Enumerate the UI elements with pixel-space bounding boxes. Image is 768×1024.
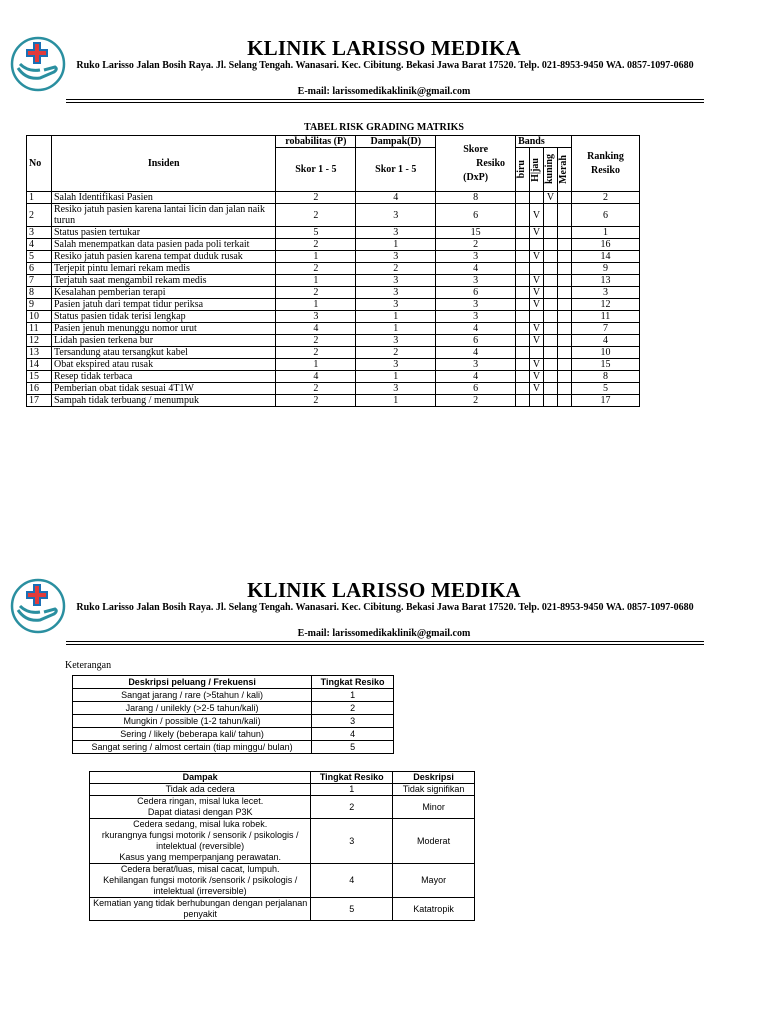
band-kuning-header: kuning [544, 148, 558, 192]
cell-band-2 [544, 323, 558, 335]
dampak-label: Katatropik [393, 898, 475, 921]
cell-no: 8 [27, 287, 52, 299]
dampak-desc: Cedera ringan, misal luka lecet. Dapat diatasi dengan P3K [90, 796, 311, 819]
ranking-resiko-label: Resiko [591, 164, 620, 176]
cell-rank: 3 [572, 287, 640, 299]
col-bands: Bands [516, 136, 572, 148]
cell-p: 2 [276, 347, 356, 359]
table-row [90, 819, 475, 864]
dampak-level: 4 [311, 864, 393, 898]
dampak-desc: Kematian yang tidak berhubungan dengan perjalanan penyakit [90, 898, 311, 921]
col-skor-d: Skor 1 - 5 [356, 148, 436, 192]
clinic-address: Ruko Larisso Jalan Bosih Raya. Jl. Selang Tengah. Wanasari. Kec. Cibitung. Bekasi Jawa Barat 17520. Telp. 021-8953-9450 WA. 0857-1097-0680 [76, 60, 694, 71]
cell-p: 4 [276, 323, 356, 335]
cell-insiden: Obat ekspired atau rusak [51, 359, 275, 371]
cell-no: 9 [27, 299, 52, 311]
cell-band-1 [530, 239, 544, 251]
cell-band-1: V [530, 323, 544, 335]
cell-d: 3 [356, 383, 436, 395]
cell-no: 1 [27, 192, 52, 204]
cell-no: 11 [27, 323, 52, 335]
cell-band-0 [516, 263, 530, 275]
cell-p: 2 [276, 383, 356, 395]
resiko-label: Resiko [476, 157, 506, 169]
cell-band-2 [544, 275, 558, 287]
cell-skor: 3 [436, 359, 516, 371]
dampak-level: 1 [311, 784, 393, 796]
cell-rank: 6 [572, 204, 640, 227]
cell-skor: 3 [436, 275, 516, 287]
cell-band-0 [516, 275, 530, 287]
cell-band-2 [544, 395, 558, 407]
cell-band-0 [516, 347, 530, 359]
table-row [73, 702, 394, 715]
letterhead-second [0, 578, 768, 678]
cell-skor: 6 [436, 204, 516, 227]
cell-band-0 [516, 359, 530, 371]
cell-band-3 [558, 227, 572, 239]
cell-d: 1 [356, 239, 436, 251]
cell-d: 1 [356, 371, 436, 383]
cell-band-1: V [530, 371, 544, 383]
cell-no: 2 [27, 204, 52, 227]
cell-p: 2 [276, 287, 356, 299]
cell-band-3 [558, 323, 572, 335]
cell-no: 3 [27, 227, 52, 239]
cell-band-0 [516, 383, 530, 395]
cell-skor: 4 [436, 347, 516, 359]
cell-band-3 [558, 287, 572, 299]
clinic-address: Ruko Larisso Jalan Bosih Raya. Jl. Selang Tengah. Wanasari. Kec. Cibitung. Bekasi Jawa Barat 17520. Telp. 021-8953-9450 WA. 0857-1097-0680 [76, 602, 694, 613]
cell-skor: 3 [436, 251, 516, 263]
cell-skor: 3 [436, 299, 516, 311]
dampak-label: Mayor [393, 864, 475, 898]
cell-band-3 [558, 335, 572, 347]
cell-skor: 4 [436, 263, 516, 275]
cell-band-2 [544, 251, 558, 263]
cell-band-3 [558, 192, 572, 204]
cell-d: 1 [356, 395, 436, 407]
table-row [27, 323, 640, 335]
cell-skor: 6 [436, 287, 516, 299]
keterangan-label: Keterangan [65, 660, 112, 671]
cell-insiden: Salah menempatkan data pasien pada poli terkait [51, 239, 275, 251]
cell-band-3 [558, 299, 572, 311]
cell-skor: 8 [436, 192, 516, 204]
cell-skor: 4 [436, 371, 516, 383]
cell-p: 2 [276, 263, 356, 275]
risk-table-title: TABEL RISK GRADING MATRIKS [304, 122, 464, 133]
cell-no: 13 [27, 347, 52, 359]
cell-rank: 17 [572, 395, 640, 407]
cell-band-3 [558, 239, 572, 251]
cell-skor: 15 [436, 227, 516, 239]
cell-skor: 6 [436, 335, 516, 347]
cell-skor: 2 [436, 395, 516, 407]
freq-level: 2 [312, 702, 394, 715]
cell-no: 16 [27, 383, 52, 395]
table-row [73, 741, 394, 754]
table-row [27, 347, 640, 359]
cell-insiden: Resep tidak terbaca [51, 371, 275, 383]
cell-rank: 2 [572, 192, 640, 204]
cell-band-3 [558, 263, 572, 275]
cell-band-3 [558, 251, 572, 263]
cell-no: 10 [27, 311, 52, 323]
cell-p: 2 [276, 204, 356, 227]
dampak-label: Tidak signifikan [393, 784, 475, 796]
letterhead-top [0, 36, 768, 136]
freq-desc: Sering / likely (beberapa kali/ tahun) [73, 728, 312, 741]
cell-band-1 [530, 347, 544, 359]
table-row [27, 335, 640, 347]
freq-desc: Sangat jarang / rare (>5tahun / kali) [73, 689, 312, 702]
cell-band-1: V [530, 204, 544, 227]
cell-skor: 6 [436, 383, 516, 395]
cell-p: 3 [276, 311, 356, 323]
dampak-label: Moderat [393, 819, 475, 864]
cell-band-2 [544, 204, 558, 227]
col-probabilitas: robabilitas (P) [276, 136, 356, 148]
cell-insiden: Pemberian obat tidak sesuai 4T1W [51, 383, 275, 395]
clinic-name: KLINIK LARISSO MEDIKA [247, 578, 521, 602]
cell-band-2 [544, 239, 558, 251]
freq-header-level: Tingkat Resiko [312, 676, 394, 689]
cell-d: 3 [356, 335, 436, 347]
cell-rank: 16 [572, 239, 640, 251]
cell-band-0 [516, 311, 530, 323]
table-row [27, 275, 640, 287]
header-rule [66, 644, 704, 645]
cell-rank: 15 [572, 359, 640, 371]
table-row [27, 204, 640, 227]
col-skor-p: Skor 1 - 5 [276, 148, 356, 192]
freq-level: 1 [312, 689, 394, 702]
cell-no: 6 [27, 263, 52, 275]
table-row [27, 371, 640, 383]
dampak-header-level: Tingkat Resiko [311, 772, 393, 784]
cell-band-1 [530, 395, 544, 407]
cell-d: 3 [356, 287, 436, 299]
table-row [27, 287, 640, 299]
cell-rank: 11 [572, 311, 640, 323]
col-no: No [27, 136, 52, 192]
cell-rank: 13 [572, 275, 640, 287]
table-row [27, 263, 640, 275]
cell-band-2 [544, 335, 558, 347]
cell-band-1 [530, 311, 544, 323]
cell-band-0 [516, 323, 530, 335]
cell-band-1: V [530, 335, 544, 347]
cell-band-2 [544, 371, 558, 383]
freq-header-desc: Deskripsi peluang / Frekuensi [73, 676, 312, 689]
table-row [90, 864, 475, 898]
cell-band-1: V [530, 275, 544, 287]
cell-skor: 4 [436, 323, 516, 335]
cell-p: 1 [276, 299, 356, 311]
cell-insiden: Tersandung atau tersangkut kabel [51, 347, 275, 359]
cell-band-0 [516, 239, 530, 251]
cell-p: 2 [276, 395, 356, 407]
cell-no: 4 [27, 239, 52, 251]
dxp-label: (DxP) [463, 171, 489, 183]
cell-band-0 [516, 395, 530, 407]
cell-band-3 [558, 383, 572, 395]
cell-d: 1 [356, 311, 436, 323]
cell-band-2 [544, 299, 558, 311]
cell-band-1 [530, 263, 544, 275]
cell-p: 5 [276, 227, 356, 239]
cell-band-2 [544, 311, 558, 323]
freq-level: 5 [312, 741, 394, 754]
cell-d: 3 [356, 251, 436, 263]
clinic-email: E-mail: larissomedikaklinik@gmail.com [297, 628, 471, 639]
col-insiden: Insiden [51, 136, 275, 192]
risk-grading-table [26, 135, 640, 407]
frequency-table [72, 675, 394, 754]
dampak-header-desc: Deskripsi [393, 772, 475, 784]
cell-d: 2 [356, 347, 436, 359]
cell-rank: 9 [572, 263, 640, 275]
table-row [27, 359, 640, 371]
dampak-level: 5 [311, 898, 393, 921]
cell-p: 1 [276, 359, 356, 371]
cell-band-2 [544, 263, 558, 275]
cell-p: 2 [276, 335, 356, 347]
cell-no: 12 [27, 335, 52, 347]
cell-insiden: Terjepit pintu lemari rekam medis [51, 263, 275, 275]
cell-d: 2 [356, 263, 436, 275]
cell-rank: 4 [572, 335, 640, 347]
col-skore [436, 136, 516, 192]
cell-band-0 [516, 287, 530, 299]
cell-insiden: Resiko jatuh pasien karena lantai licin dan jalan naik turun [51, 204, 275, 227]
cell-no: 17 [27, 395, 52, 407]
cell-insiden: Pasien jatuh dari tempat tidur periksa [51, 299, 275, 311]
cell-band-0 [516, 371, 530, 383]
cell-band-3 [558, 371, 572, 383]
dampak-table [89, 771, 475, 921]
cell-band-1: V [530, 299, 544, 311]
cell-band-2 [544, 359, 558, 371]
cell-band-1: V [530, 359, 544, 371]
cell-skor: 3 [436, 311, 516, 323]
freq-desc: Mungkin / possible (1-2 tahun/kali) [73, 715, 312, 728]
table-row [27, 311, 640, 323]
header-rule [66, 102, 704, 103]
cell-band-0 [516, 204, 530, 227]
freq-level: 3 [312, 715, 394, 728]
cell-no: 5 [27, 251, 52, 263]
cell-band-0 [516, 335, 530, 347]
cell-band-3 [558, 347, 572, 359]
cell-insiden: Resiko jatuh pasien karena tempat duduk rusak [51, 251, 275, 263]
cell-insiden: Pasien jenuh menunggu nomor urut [51, 323, 275, 335]
cell-band-0 [516, 192, 530, 204]
cell-band-1: V [530, 383, 544, 395]
cell-d: 3 [356, 204, 436, 227]
cell-band-2 [544, 287, 558, 299]
cell-band-0 [516, 251, 530, 263]
cell-band-0 [516, 227, 530, 239]
cell-rank: 1 [572, 227, 640, 239]
cell-no: 7 [27, 275, 52, 287]
cell-rank: 10 [572, 347, 640, 359]
skore-label: Skore [463, 143, 489, 155]
cell-band-1 [530, 192, 544, 204]
cell-band-1: V [530, 251, 544, 263]
table-row [73, 689, 394, 702]
table-row [90, 784, 475, 796]
table-row [73, 728, 394, 741]
freq-desc: Jarang / unilekly (>2-5 tahun/kali) [73, 702, 312, 715]
cell-p: 1 [276, 251, 356, 263]
header-rule [66, 641, 704, 642]
header-rule [66, 99, 704, 100]
col-dampak: Dampak(D) [356, 136, 436, 148]
cell-d: 3 [356, 299, 436, 311]
cell-band-3 [558, 311, 572, 323]
cell-band-1: V [530, 227, 544, 239]
dampak-level: 3 [311, 819, 393, 864]
cell-insiden: Salah Identifikasi Pasien [51, 192, 275, 204]
table-row [73, 715, 394, 728]
dampak-header-dampak: Dampak [90, 772, 311, 784]
clinic-name: KLINIK LARISSO MEDIKA [247, 36, 521, 60]
cell-p: 4 [276, 371, 356, 383]
cell-band-2 [544, 347, 558, 359]
freq-desc: Sangat sering / almost certain (tiap minggu/ bulan) [73, 741, 312, 754]
band-hijau-header: H|jau [530, 148, 544, 192]
cell-p: 2 [276, 239, 356, 251]
cell-rank: 5 [572, 383, 640, 395]
dampak-label: Minor [393, 796, 475, 819]
table-row [27, 299, 640, 311]
cell-insiden: Kesalahan pemberian terapi [51, 287, 275, 299]
cell-d: 3 [356, 275, 436, 287]
freq-level: 4 [312, 728, 394, 741]
table-row [27, 239, 640, 251]
cell-insiden: Terjatuh saat mengambil rekam medis [51, 275, 275, 287]
cell-band-2: V [544, 192, 558, 204]
cell-d: 3 [356, 227, 436, 239]
cell-band-2 [544, 227, 558, 239]
band-merah-header: Merah [558, 148, 572, 192]
cell-band-3 [558, 204, 572, 227]
table-row [27, 192, 640, 204]
cell-p: 1 [276, 275, 356, 287]
cell-no: 15 [27, 371, 52, 383]
cell-insiden: Status pasien tidak terisi lengkap [51, 311, 275, 323]
clinic-email: E-mail: larissomedikaklinik@gmail.com [297, 86, 471, 97]
cell-band-0 [516, 299, 530, 311]
col-ranking [572, 136, 640, 192]
band-biru-header: biru [516, 148, 530, 192]
cell-rank: 14 [572, 251, 640, 263]
cell-d: 1 [356, 323, 436, 335]
table-row [27, 251, 640, 263]
cell-d: 3 [356, 359, 436, 371]
cell-insiden: Status pasien tertukar [51, 227, 275, 239]
table-row [27, 227, 640, 239]
cell-d: 4 [356, 192, 436, 204]
cell-band-2 [544, 383, 558, 395]
table-row [90, 796, 475, 819]
ranking-label: Ranking [587, 150, 624, 162]
cell-skor: 2 [436, 239, 516, 251]
table-row [27, 395, 640, 407]
cell-band-3 [558, 395, 572, 407]
cell-rank: 8 [572, 371, 640, 383]
cell-band-3 [558, 275, 572, 287]
cell-rank: 12 [572, 299, 640, 311]
cell-no: 14 [27, 359, 52, 371]
dampak-desc: Cedera berat/luas, misal cacat, lumpuh. Kehilangan fungsi motorik /sensorik / psikologis / intelektual (irreversible) [90, 864, 311, 898]
dampak-desc: Cedera sedang, misal luka robek. rkurangnya fungsi motorik / sensorik / psikologis / intelektual (reversible) Kasus yang memperpanjang perawatan. [90, 819, 311, 864]
cell-insiden: Lidah pasien terkena bur [51, 335, 275, 347]
dampak-level: 2 [311, 796, 393, 819]
table-row [27, 383, 640, 395]
cell-rank: 7 [572, 323, 640, 335]
dampak-desc: Tidak ada cedera [90, 784, 311, 796]
cell-p: 2 [276, 192, 356, 204]
cell-band-3 [558, 359, 572, 371]
cell-band-1: V [530, 287, 544, 299]
cell-insiden: Sampah tidak terbuang / menumpuk [51, 395, 275, 407]
table-row [90, 898, 475, 921]
